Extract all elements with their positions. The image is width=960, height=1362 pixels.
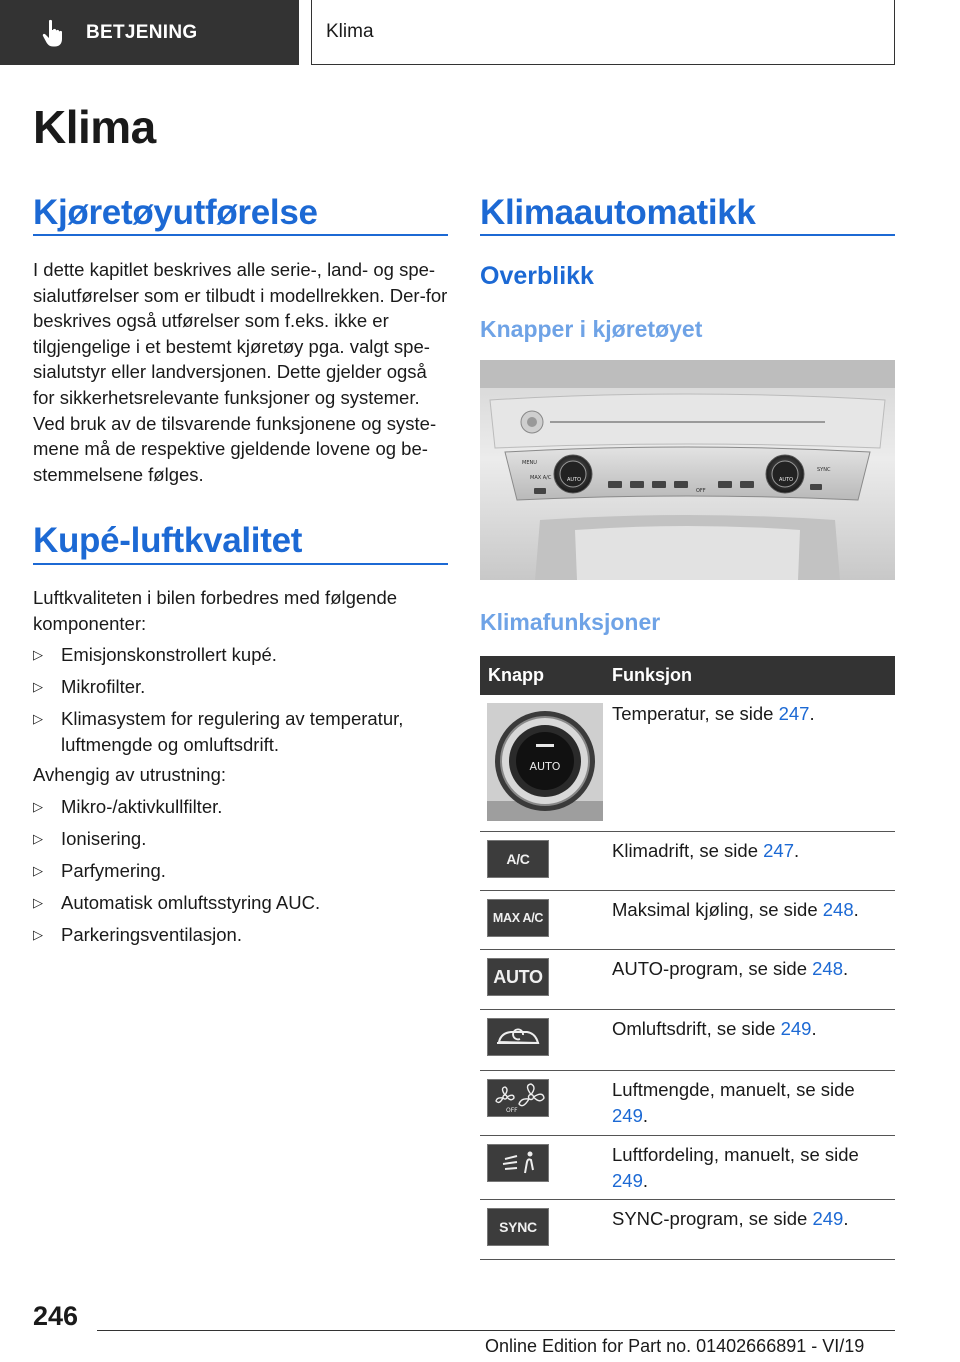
fan-off-label: OFF — [506, 1107, 518, 1115]
equipment-list — [33, 794, 449, 954]
column-header-function: Funksjon — [604, 656, 895, 695]
heading-rule — [33, 234, 448, 236]
list-item — [33, 890, 449, 916]
page-link[interactable]: 248 — [822, 898, 854, 920]
sync-key-icon: SYNC — [487, 1208, 549, 1246]
equipment-intro: Avhengig av utrustning: — [33, 764, 227, 785]
climate-panel-photo — [480, 360, 895, 580]
function-text: Temperatur, se side — [612, 703, 779, 724]
table-row: MAX A/C Maksimal kjøling, se side 248. — [480, 890, 895, 949]
auto-key-icon: AUTO — [487, 958, 549, 996]
function-text: Klimadrift, se side — [612, 839, 764, 861]
triangle-bullet-icon: ▷ — [33, 863, 43, 879]
triangle-bullet-icon: ▷ — [33, 679, 43, 695]
page-title: Klima — [33, 101, 156, 153]
page-link[interactable]: 248 — [812, 957, 844, 979]
column-header-button: Knapp — [480, 656, 604, 695]
list-item-text: Automatisk omluftsstyring AUC. — [61, 892, 321, 914]
heading-buttons-in-vehicle: Knapper i kjøretøyet — [480, 316, 703, 342]
function-text: AUTO-program, se side — [612, 957, 813, 979]
list-item — [33, 794, 449, 820]
heading-overview: Overblikk — [480, 262, 594, 290]
table-row: Omluftsdrift, se side 249. — [480, 1009, 895, 1071]
variant-paragraph: I dette kapitlet beskrives alle serie-, land- og spe-sialutførelser som er tilbudt i modellrekken. Der-for beskrives også utførelser som f.eks. ikke er tilgjengelige i et bestemt kjøretøy pga. valgt spe-sialutstyr eller landversjonen. Dette gjelder også for sikkerhetsrelevante funksjoner og systemer. Ved bruk av de tilsvarende funksjonene og syste-mene må de respektive gjeldende lovene og be-stemmelsene følges. — [33, 259, 448, 485]
list-item — [33, 674, 449, 700]
triangle-bullet-icon: ▷ — [33, 895, 43, 911]
max-ac-key-icon: MAX A/C — [487, 899, 549, 937]
function-text: Maksimal kjøling, se side — [612, 898, 823, 920]
list-item — [33, 858, 449, 884]
heading-climate-functions: Klimafunksjoner — [480, 609, 661, 635]
page-number: 246 — [33, 1301, 79, 1331]
heading-cabin-air-quality: Kupé-luftkvalitet — [33, 521, 303, 560]
topic-label: Klima — [326, 21, 374, 42]
table-row: OFF Luftmengde, manuelt, se side 249. — [480, 1071, 895, 1136]
footer-rule — [97, 1330, 895, 1331]
list-item — [33, 706, 449, 757]
table-row: SYNC SYNC-program, se side 249. — [480, 1200, 895, 1260]
table-row: AUTO AUTO-program, se side 248. — [480, 949, 895, 1009]
triangle-bullet-icon: ▷ — [33, 799, 43, 814]
panel-sync-label: SYNC — [817, 467, 831, 473]
list-item-text: Emisjonskonstrollert kupé. — [61, 644, 277, 665]
list-item — [33, 826, 449, 852]
section-tab — [0, 0, 299, 65]
table-row: AUTO Temperatur, se side 247. — [480, 695, 895, 831]
list-item-text: Ionisering. — [61, 828, 147, 850]
fan-key-icon — [487, 1079, 549, 1117]
panel-max-ac-label: MAX A/C — [530, 475, 552, 481]
panel-menu-label: MENU — [522, 460, 537, 466]
panel-auto-right-label: AUTO — [779, 477, 794, 483]
page-link[interactable]: 249 — [612, 1104, 643, 1126]
knob-auto-label: AUTO — [529, 760, 561, 773]
climate-functions-table — [480, 656, 895, 1260]
recirculation-key-icon — [487, 1018, 549, 1056]
hand-pointer-icon — [40, 18, 68, 48]
list-item — [33, 922, 449, 948]
list-item-text: Parkeringsventilasjon. — [61, 924, 242, 946]
air-distribution-key-icon — [487, 1144, 549, 1182]
function-text: Luftmengde, manuelt, se side — [612, 1079, 855, 1101]
page-link[interactable]: 249 — [812, 1208, 844, 1230]
page-link[interactable]: 249 — [612, 1169, 643, 1191]
function-text: Omluftsdrift, se side — [612, 1017, 781, 1039]
temperature-knob-icon — [487, 703, 603, 821]
triangle-bullet-icon: ▷ — [33, 711, 43, 727]
section-label: BETJENING — [86, 21, 198, 43]
page-link[interactable]: 247 — [763, 839, 795, 861]
heading-vehicle-variant: Kjøretøyutførelse — [33, 193, 318, 232]
heading-automatic-climate: Klimaautomatikk — [480, 193, 756, 232]
air-quality-intro: Luftkvaliteten i bilen forbedres med følgende komponenter: — [33, 587, 398, 634]
edition-note: Online Edition for Part no. 01402666891 - VI/19 — [485, 1336, 865, 1356]
page-link[interactable]: 247 — [778, 703, 810, 724]
table-row: A/C Klimadrift, se side 247. — [480, 831, 895, 890]
heading-rule — [480, 234, 895, 236]
list-item-text: Parfymering. — [61, 860, 166, 882]
page-link[interactable]: 249 — [780, 1017, 812, 1039]
list-item-text: Mikro-/aktivkullfilter. — [61, 796, 223, 817]
heading-rule — [33, 563, 448, 565]
panel-off-label: OFF — [696, 488, 706, 494]
triangle-bullet-icon: ▷ — [33, 927, 43, 943]
topic-tab — [311, 0, 895, 65]
triangle-bullet-icon: ▷ — [33, 831, 43, 847]
table-header-row — [480, 656, 895, 695]
triangle-bullet-icon: ▷ — [33, 647, 43, 662]
list-item-text: Klimasystem for regulering av temperatur, luftmengde og omluftsdrift. — [61, 708, 404, 755]
function-text: Luftfordeling, manuelt, se side — [612, 1144, 859, 1166]
air-quality-list — [33, 642, 449, 764]
table-row: Luftfordeling, manuelt, se side 249. — [480, 1136, 895, 1200]
panel-auto-left-label: AUTO — [567, 477, 582, 483]
list-item — [33, 642, 449, 668]
function-text: SYNC-program, se side — [612, 1208, 813, 1230]
ac-key-icon: A/C — [487, 840, 549, 878]
list-item-text: Mikrofilter. — [61, 676, 146, 698]
